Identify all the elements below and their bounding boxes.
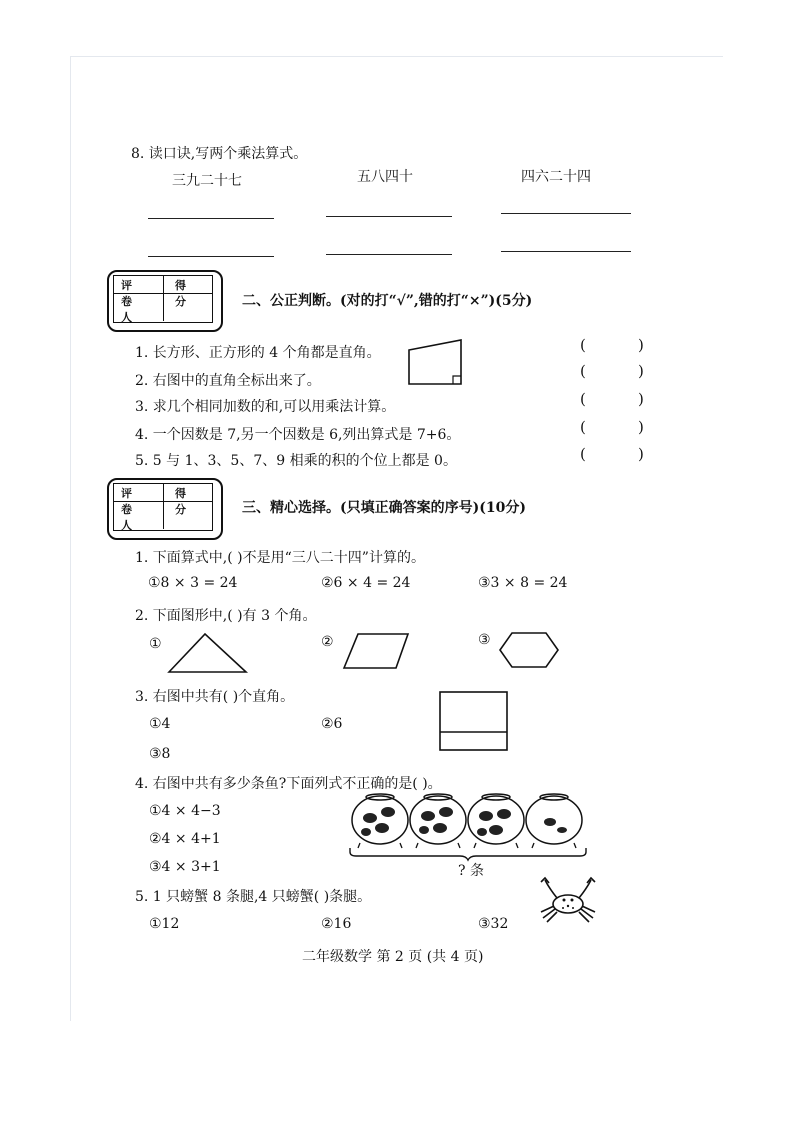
score-label: 得 分 — [175, 487, 186, 516]
section3-title: 三、精心选择。(只填正确答案的序号)(10分) — [242, 500, 526, 516]
answer-paren-open[interactable]: ( — [580, 362, 586, 380]
divided-rectangle-figure — [438, 690, 510, 754]
answer-line[interactable] — [326, 216, 452, 217]
answer-line[interactable] — [326, 254, 452, 255]
hexagon-figure — [496, 630, 562, 670]
choice-q3-option-2: ②6 — [321, 716, 343, 732]
section2-title: 二、公正判断。(对的打“√”,错的打“×”)(5分) — [242, 293, 533, 309]
score-label: 得 分 — [175, 279, 186, 308]
choice-q5-option-1: ①12 — [149, 916, 180, 932]
answer-line[interactable] — [501, 251, 631, 252]
answer-line[interactable] — [501, 213, 631, 214]
choice-q1-option-3: ③3 × 8 = 24 — [478, 575, 568, 591]
fish-bowls-figure — [350, 788, 586, 850]
triangle-figure — [165, 630, 250, 676]
answer-line[interactable] — [148, 256, 274, 257]
q8-rhyme-2: 五八四十 — [357, 169, 413, 185]
choice-q2-option-1: ① — [149, 636, 162, 652]
answer-paren-close: ) — [638, 445, 644, 463]
choice-q5-stem: 5. 1 只螃蟹 8 条腿,4 只螃蟹( )条腿。 — [135, 889, 372, 905]
answer-paren-open[interactable]: ( — [580, 445, 586, 463]
fish-count-label: ? 条 — [458, 863, 484, 879]
q8-rhyme-1: 三九二十七 — [172, 173, 242, 189]
choice-q2-stem: 2. 下面图形中,( )有 3 个角。 — [135, 608, 317, 624]
choice-q1-stem: 1. 下面算式中,( )不是用“三八二十四”计算的。 — [135, 550, 425, 566]
choice-q1-option-2: ②6 × 4 = 24 — [321, 575, 411, 591]
choice-q5-option-3: ③32 — [478, 916, 509, 932]
judge-item-2: 2. 右图中的直角全标出来了。 — [135, 373, 321, 389]
q8-rhyme-3: 四六二十四 — [521, 169, 591, 185]
judge-item-3: 3. 求几个相同加数的和,可以用乘法计算。 — [135, 399, 396, 415]
choice-q3-stem: 3. 右图中共有( )个直角。 — [135, 689, 295, 705]
choice-q2-option-2: ② — [321, 634, 334, 650]
answer-paren-close: ) — [638, 390, 644, 408]
choice-q3-option-1: ①4 — [149, 716, 171, 732]
answer-paren-close: ) — [638, 336, 644, 354]
choice-q4-option-1: ①4 × 4−3 — [149, 803, 221, 819]
answer-paren-open[interactable]: ( — [580, 336, 586, 354]
grader-label: 评卷人 — [121, 487, 132, 532]
grader-label: 评卷人 — [121, 279, 132, 324]
choice-q4-option-2: ②4 × 4+1 — [149, 831, 221, 847]
choice-q5-option-2: ②16 — [321, 916, 352, 932]
answer-paren-open[interactable]: ( — [580, 390, 586, 408]
answer-paren-close: ) — [638, 362, 644, 380]
choice-q4-option-3: ③4 × 3+1 — [149, 859, 221, 875]
answer-paren-close: ) — [638, 418, 644, 436]
judge-item-5: 5. 5 与 1、3、5、7、9 相乘的积的个位上都是 0。 — [135, 453, 457, 469]
judge-item-1: 1. 长方形、正方形的 4 个角都是直角。 — [135, 345, 381, 361]
parallelogram-figure — [340, 630, 412, 672]
choice-q4-stem: 4. 右图中共有多少条鱼?下面列式不正确的是( )。 — [135, 776, 442, 792]
choice-q2-option-3: ③ — [478, 632, 491, 648]
choice-q1-option-1: ①8 × 3 = 24 — [148, 575, 238, 591]
answer-paren-open[interactable]: ( — [580, 418, 586, 436]
page-footer: 二年级数学 第 2 页 (共 4 页) — [302, 949, 484, 965]
choice-q3-option-3: ③8 — [149, 746, 171, 762]
crab-icon — [533, 876, 603, 924]
answer-line[interactable] — [148, 218, 274, 219]
judge-item-4: 4. 一个因数是 7,另一个因数是 6,列出算式是 7+6。 — [135, 427, 461, 443]
right-angle-trapezoid-figure — [405, 338, 467, 388]
q8-title: 8. 读口诀,写两个乘法算式。 — [131, 146, 308, 162]
